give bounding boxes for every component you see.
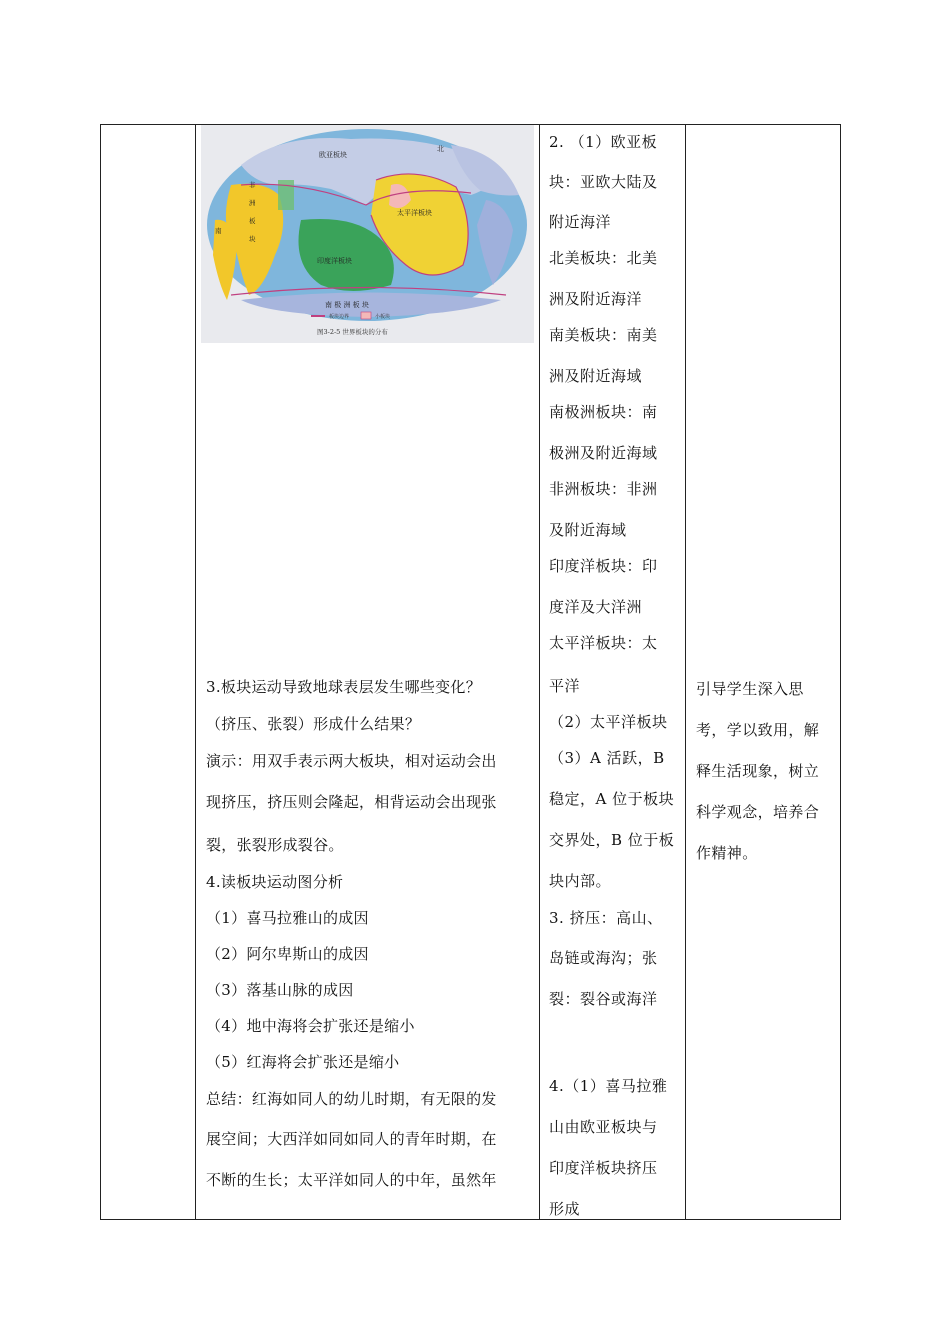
world-plates-map-image xyxy=(201,125,534,343)
text-line: 附近海洋 xyxy=(549,213,612,231)
text-line: 裂，张裂形成裂谷。 xyxy=(206,836,344,854)
student-activity-cell xyxy=(541,125,685,1219)
text-line: 块：亚欧大陆及 xyxy=(549,173,658,191)
table-cell-empty xyxy=(101,125,195,1219)
text-line: 平洋 xyxy=(549,677,581,695)
map-label-africa: 板 xyxy=(249,217,256,225)
map-caption: 图3-2-5 世界板块的分布 xyxy=(317,328,388,336)
design-intent-cell xyxy=(687,125,842,1219)
text-line: 现挤压，挤压则会隆起，相背运动会出现张 xyxy=(206,793,497,811)
text-line: 演示：用双手表示两大板块，相对运动会出 xyxy=(206,752,497,770)
text-line: 山由欧亚板块与 xyxy=(549,1118,658,1136)
text-line: 不断的生长；太平洋如同人的中年，虽然年 xyxy=(206,1171,497,1189)
text-line: 科学观念，培养合 xyxy=(696,803,820,821)
text-line: 2. （1）欧亚板 xyxy=(549,133,658,151)
text-line: （5）红海将会扩张还是缩小 xyxy=(206,1053,400,1071)
text-line: 考，学以致用，解 xyxy=(696,721,820,739)
map-label-north: 北 xyxy=(437,145,444,153)
text-line: 太平洋板块：太 xyxy=(549,634,658,652)
map-label-pacific: 太平洋板块 xyxy=(397,209,432,217)
text-line: 总结：红海如同人的幼儿时期，有无限的发 xyxy=(206,1090,497,1108)
map-legend-boundary: 板块边界 xyxy=(329,314,350,320)
text-line: （1）喜马拉雅山的成因 xyxy=(206,909,369,927)
text-line: （3）A 活跃，B xyxy=(549,749,665,767)
map-legend-small-plate: 小板块 xyxy=(375,314,391,320)
text-line: 南极洲板块：南 xyxy=(549,403,658,421)
text-line: 印度洋板块：印 xyxy=(549,557,658,575)
text-line: 展空间；大西洋如同如同人的青年时期，在 xyxy=(206,1130,497,1148)
text-line: 岛链或海沟；张 xyxy=(549,949,658,967)
text-line: 洲及附近海洋 xyxy=(549,290,643,308)
map-label-south: 南 xyxy=(215,227,222,235)
text-line: 3. 挤压：高山、 xyxy=(549,909,663,927)
text-line: 非洲板块：非洲 xyxy=(549,480,658,498)
column-divider xyxy=(195,125,196,1219)
text-line: （2）阿尔卑斯山的成因 xyxy=(206,945,369,963)
text-line: （挤压、张裂）形成什么结果？ xyxy=(206,715,421,733)
text-line: 4.读板块运动图分析 xyxy=(206,873,344,891)
text-line: （2）太平洋板块 xyxy=(549,713,668,731)
text-line: 极洲及附近海域 xyxy=(549,444,658,462)
text-line: 4.（1）喜马拉雅 xyxy=(549,1077,668,1095)
column-divider xyxy=(685,125,686,1219)
map-label-indian: 印度洋板块 xyxy=(317,257,352,265)
text-line: 及附近海域 xyxy=(549,521,627,539)
text-line: 块内部。 xyxy=(549,872,612,890)
text-line: 裂：裂谷或海洋 xyxy=(549,990,658,1008)
text-line: 北美板块：北美 xyxy=(549,249,658,267)
map-label-africa: 洲 xyxy=(249,199,256,207)
map-label-antarctic: 南 极 洲 板 块 xyxy=(325,301,369,309)
map-label-eurasia: 欧亚板块 xyxy=(319,151,347,159)
text-line: （4）地中海将会扩张还是缩小 xyxy=(206,1017,415,1035)
lesson-table xyxy=(100,124,841,1220)
column-divider xyxy=(539,125,540,1219)
text-line: 度洋及大洋洲 xyxy=(549,598,643,616)
text-line: 作精神。 xyxy=(696,844,758,862)
text-line: 南美板块：南美 xyxy=(549,326,658,344)
text-line: （3）落基山脉的成因 xyxy=(206,981,354,999)
teaching-activity-cell xyxy=(197,125,539,1219)
text-line: 稳定，A 位于板块 xyxy=(549,790,675,808)
text-line: 形成 xyxy=(549,1200,581,1218)
text-line: 印度洋板块挤压 xyxy=(549,1159,658,1177)
map-label-africa: 非 xyxy=(249,181,256,189)
map-label-africa: 块 xyxy=(249,235,256,243)
text-line: 引导学生深入思 xyxy=(696,680,804,698)
text-line: 释生活现象，树立 xyxy=(696,762,820,780)
text-line: 3.板块运动导致地球表层发生哪些变化？ xyxy=(206,678,482,696)
text-line: 洲及附近海域 xyxy=(549,367,643,385)
text-line: 交界处，B 位于板 xyxy=(549,831,675,849)
